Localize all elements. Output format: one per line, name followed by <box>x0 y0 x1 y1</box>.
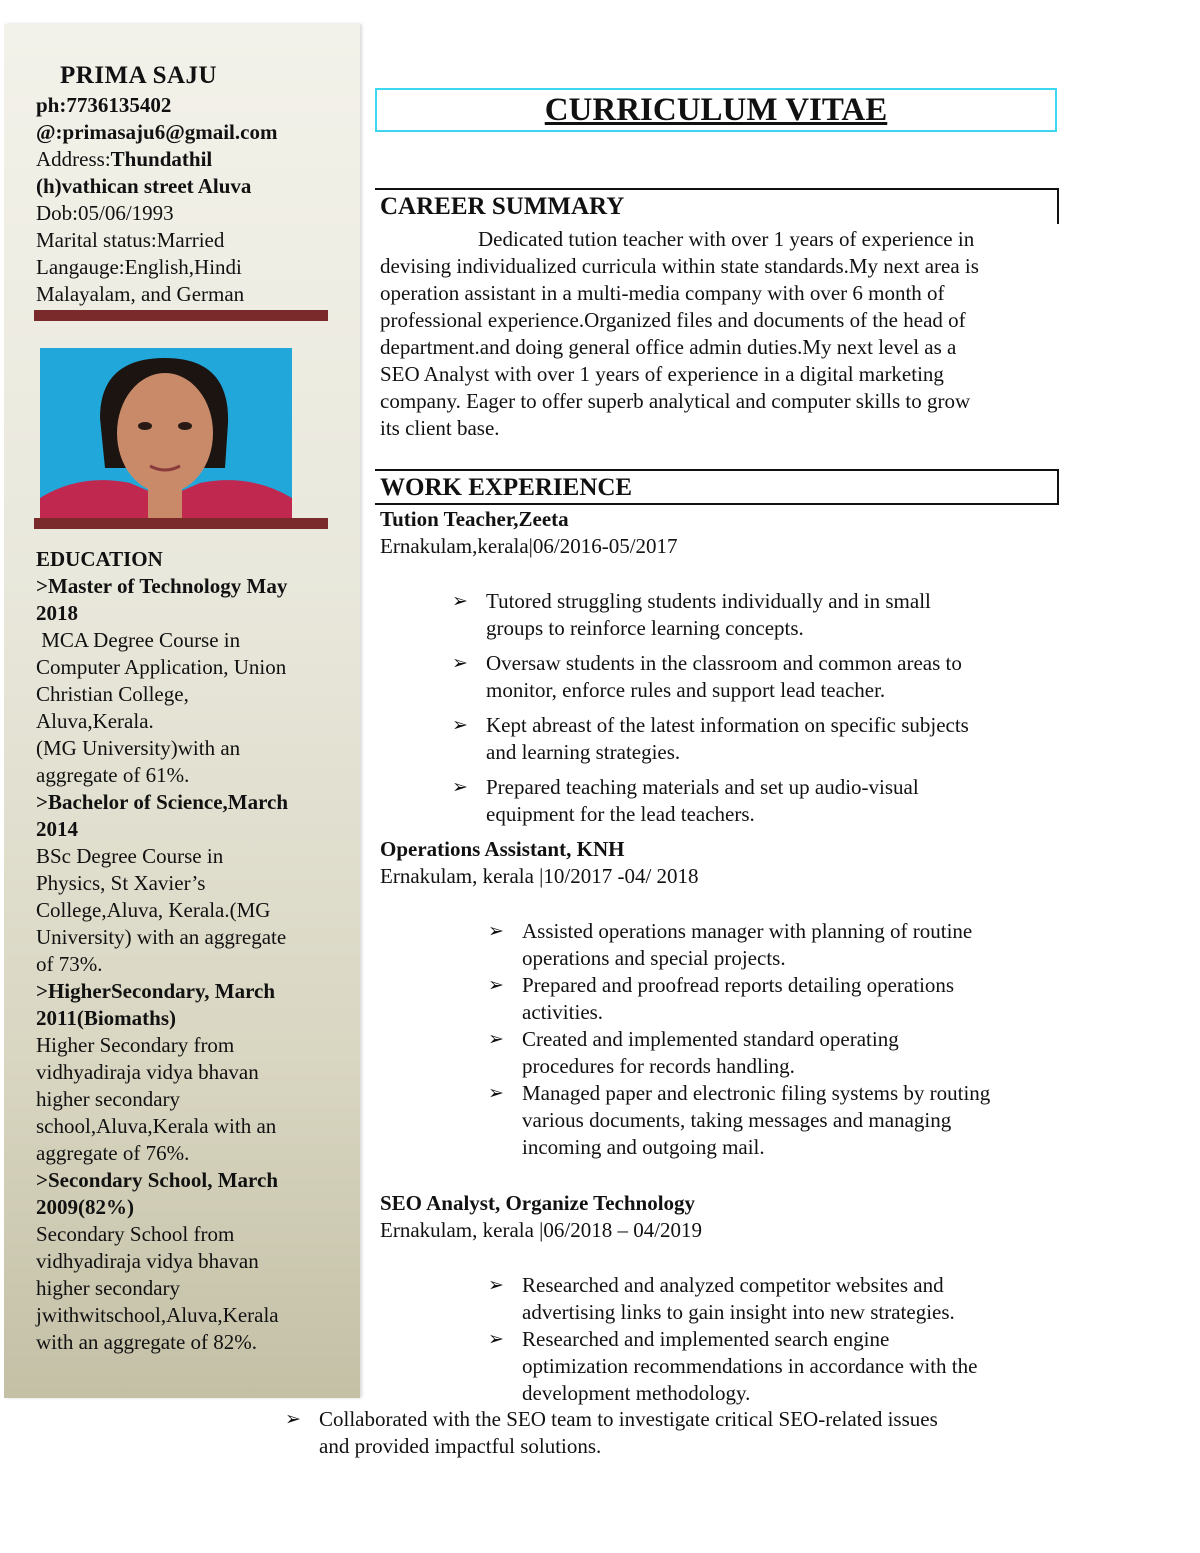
job-bullet <box>488 1272 1058 1326</box>
summary-line: its client base. <box>380 416 500 440</box>
bullet-line: Researched and implemented search engine <box>522 1327 890 1351</box>
bullet-arrow-icon: ➢ <box>488 1328 504 1350</box>
bullet-line: equipment for the lead teachers. <box>486 802 755 826</box>
education-detail-line: Christian College, <box>36 682 189 706</box>
profile-photo <box>40 348 292 518</box>
education-heading: EDUCATION <box>36 547 163 571</box>
education-entry <box>36 1167 336 1356</box>
job-bullet <box>488 918 1058 972</box>
bullet-line: Collaborated with the SEO team to investigate critical SEO-related issues <box>319 1407 938 1431</box>
education-title: >Bachelor of Science,March <box>36 790 289 814</box>
education-detail-line: school,Aluva,Kerala with an <box>36 1114 277 1138</box>
education-detail-line: MCA Degree Course in <box>36 628 241 652</box>
bullet-line: optimization recommendations in accordance with the <box>522 1354 978 1378</box>
job-title: SEO Analyst, Organize Technology <box>380 1191 696 1215</box>
language-line-2: Malayalam, and German <box>36 282 245 306</box>
address-label: Address: <box>36 147 111 171</box>
education-section <box>36 546 336 1356</box>
education-detail-line: University) with an aggregate <box>36 925 287 949</box>
education-detail-line: with an aggregate of 82%. <box>36 1330 258 1354</box>
job-bullet <box>452 588 1052 642</box>
bullet-line: development methodology. <box>522 1381 751 1405</box>
bullet-line: Kept abreast of the latest information on specific subjects <box>486 713 969 737</box>
education-list <box>36 573 336 1356</box>
bullet-line: various documents, taking messages and managing <box>522 1108 952 1132</box>
phone: ph:7736135402 <box>36 93 172 117</box>
job-header <box>380 1190 1060 1244</box>
marital-status: Marital status:Married <box>36 228 225 252</box>
bullet-arrow-icon: ➢ <box>452 714 468 736</box>
summary-line: devising individualized curricula within state standards.My next area is <box>380 254 979 278</box>
education-title: 2011(Biomaths) <box>36 1006 177 1030</box>
bullet-line: activities. <box>522 1000 604 1024</box>
page-title <box>375 88 1057 132</box>
bullet-arrow-icon: ➢ <box>452 652 468 674</box>
bullet-line: operations and special projects. <box>522 946 786 970</box>
address-line-2: (h)vathican street Aluva <box>36 174 252 198</box>
education-entry <box>36 978 336 1167</box>
career-summary-text <box>380 226 1060 442</box>
bullet-line: Oversaw students in the classroom and common areas to <box>486 651 962 675</box>
language-line-1: Langauge:English,Hindi <box>36 255 242 279</box>
bullet-line: procedures for records handling. <box>522 1054 795 1078</box>
job-bullet <box>488 1026 1058 1080</box>
education-detail-line: jwithwitschool,Aluva,Kerala <box>36 1303 279 1327</box>
job-bullet <box>488 972 1058 1026</box>
bullet-arrow-icon: ➢ <box>285 1408 301 1430</box>
job-header <box>380 506 1060 560</box>
education-entry <box>36 789 336 978</box>
education-title: >HigherSecondary, March <box>36 979 276 1003</box>
education-detail-line: Aluva,Kerala. <box>36 709 154 733</box>
education-detail-line: vidhyadiraja vidya bhavan <box>36 1060 259 1084</box>
work-experience-heading-text: WORK EXPERIENCE <box>380 474 633 501</box>
bullet-line: Managed paper and electronic filing systems by routing <box>522 1081 991 1105</box>
summary-line: operation assistant in a multi-media company with over 6 month of <box>380 281 945 305</box>
job-bullet <box>452 712 1052 766</box>
summary-line: Dedicated tution teacher with over 1 years of experience in <box>478 227 975 251</box>
job-bullet-list <box>452 588 1052 836</box>
job-bullet <box>488 1080 1058 1161</box>
divider-bottom <box>34 518 328 529</box>
job-title: Tution Teacher,Zeeta <box>380 507 569 531</box>
bullet-arrow-icon: ➢ <box>488 1274 504 1296</box>
bullet-line: Assisted operations manager with planning of routine <box>522 919 973 943</box>
education-title: 2014 <box>36 817 78 841</box>
job-bullet <box>285 1406 1045 1460</box>
summary-line: department.and doing general office admin duties.My next level as a <box>380 335 957 359</box>
education-title: 2009(82%) <box>36 1195 134 1219</box>
education-detail-line: (MG University)with an <box>36 736 241 760</box>
job-meta: Ernakulam, kerala |10/2017 -04/ 2018 <box>380 864 699 888</box>
education-entry <box>36 573 336 789</box>
dob: Dob:05/06/1993 <box>36 201 174 225</box>
education-detail-line: Computer Application, Union <box>36 655 287 679</box>
job-meta: Ernakulam, kerala |06/2018 – 04/2019 <box>380 1218 703 1242</box>
profile-photo-illustration <box>40 348 292 518</box>
bullet-line: Researched and analyzed competitor websites and <box>522 1273 944 1297</box>
job-bullet <box>452 650 1052 704</box>
bullet-arrow-icon: ➢ <box>488 1082 504 1104</box>
bullet-line: Prepared teaching materials and set up audio-visual <box>486 775 919 799</box>
education-detail-line: College,Aluva, Kerala.(MG <box>36 898 271 922</box>
bullet-line: Prepared and proofread reports detailing operations <box>522 973 955 997</box>
education-title: >Master of Technology May <box>36 574 288 598</box>
education-detail-line: Higher Secondary from <box>36 1033 235 1057</box>
address-value-1: Thundathil <box>110 147 213 171</box>
bullet-line: and provided impactful solutions. <box>319 1434 602 1458</box>
education-detail-line: BSc Degree Course in <box>36 844 224 868</box>
job-bullet-list <box>488 918 1058 1161</box>
job-bullet <box>452 774 1052 828</box>
bullet-arrow-icon: ➢ <box>488 1028 504 1050</box>
job-meta: Ernakulam,kerala|06/2016-05/2017 <box>380 534 678 558</box>
job-bullet <box>488 1326 1058 1407</box>
divider-top <box>34 310 328 321</box>
education-detail-line: vidhyadiraja vidya bhavan <box>36 1249 259 1273</box>
bullet-line: Created and implemented standard operating <box>522 1027 899 1051</box>
bullet-arrow-icon: ➢ <box>488 974 504 996</box>
email: @:primasaju6@gmail.com <box>36 120 278 144</box>
summary-line: company. Eager to offer superb analytical and computer skills to grow <box>380 389 971 413</box>
job-header <box>380 836 1060 890</box>
bullet-line: incoming and outgoing mail. <box>522 1135 765 1159</box>
bullet-arrow-icon: ➢ <box>488 920 504 942</box>
job-title: Operations Assistant, KNH <box>380 837 625 861</box>
education-detail-line: aggregate of 61%. <box>36 763 190 787</box>
summary-line: SEO Analyst with over 1 years of experience in a digital marketing <box>380 362 944 386</box>
bullet-line: Tutored struggling students individually and in small <box>486 589 931 613</box>
summary-line: professional experience.Organized files and documents of the head of <box>380 308 966 332</box>
education-title: >Secondary School, March <box>36 1168 278 1192</box>
education-detail-line: higher secondary <box>36 1087 181 1111</box>
education-detail-line: of 73%. <box>36 952 103 976</box>
job-bullet-list <box>488 1272 1058 1407</box>
contact-block <box>36 92 336 308</box>
education-detail-line: Physics, St Xavier’s <box>36 871 206 895</box>
career-summary-heading <box>375 188 1059 224</box>
bullet-line: groups to reinforce learning concepts. <box>486 616 804 640</box>
bullet-line: and learning strategies. <box>486 740 681 764</box>
career-summary-heading-text: CAREER SUMMARY <box>380 193 625 220</box>
education-detail-line: higher secondary <box>36 1276 181 1300</box>
work-experience-heading <box>375 469 1059 505</box>
bullet-line: monitor, enforce rules and support lead teacher. <box>486 678 886 702</box>
address-line-1 <box>36 146 336 173</box>
education-detail-line: Secondary School from <box>36 1222 235 1246</box>
page-title-text: CURRICULUM VITAE <box>544 92 888 128</box>
overflow-bullet-list <box>285 1406 1045 1468</box>
bullet-line: advertising links to gain insight into new strategies. <box>522 1300 955 1324</box>
education-title: 2018 <box>36 601 78 625</box>
bullet-arrow-icon: ➢ <box>452 776 468 798</box>
education-detail-line: aggregate of 76%. <box>36 1141 190 1165</box>
candidate-name: PRIMA SAJU <box>60 62 218 89</box>
bullet-arrow-icon: ➢ <box>452 590 468 612</box>
